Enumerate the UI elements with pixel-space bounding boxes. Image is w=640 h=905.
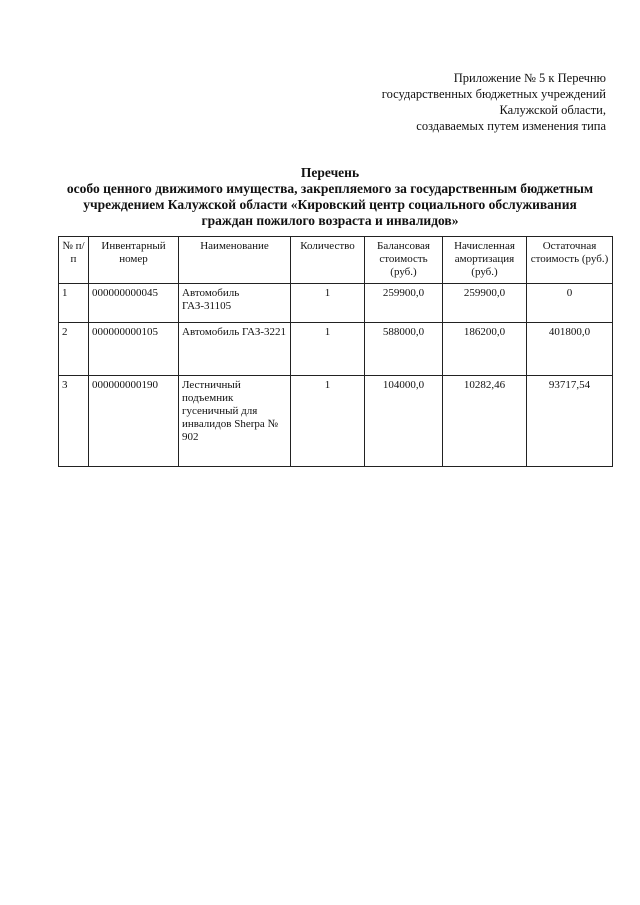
cell-quantity: 1: [291, 323, 365, 376]
cell-number: 2: [59, 323, 89, 376]
header-residual-value: Остаточная стоимость (руб.): [527, 237, 613, 284]
header-number: № п/п: [59, 237, 89, 284]
title-line: граждан пожилого возраста и инвалидов»: [201, 213, 459, 228]
cell-book-value: 588000,0: [365, 323, 443, 376]
cell-number: 1: [59, 284, 89, 323]
cell-book-value: 104000,0: [365, 376, 443, 467]
header-quantity: Количество: [291, 237, 365, 284]
table-header-row: [59, 237, 613, 284]
appendix-line: государственных бюджетных учреждений: [381, 87, 606, 101]
title-line: особо ценного движимого имущества, закрепляемого за государственным бюджетным: [66, 181, 594, 196]
table-row: [59, 376, 613, 467]
cell-name: Автомобиль ГАЗ-31105: [179, 284, 291, 323]
document-title: [40, 165, 620, 229]
header-book-value: Балансовая стоимость (руб.): [365, 237, 443, 284]
cell-number: 3: [59, 376, 89, 467]
cell-residual-value: 93717,54: [527, 376, 613, 467]
cell-residual-value: 401800,0: [527, 323, 613, 376]
appendix-reference: [286, 70, 606, 134]
header-depreciation: Начисленная амортизация (руб.): [443, 237, 527, 284]
table-row: [59, 323, 613, 376]
cell-quantity: 1: [291, 376, 365, 467]
title-line: учреждением Калужской области «Кировский центр социального обслуживания: [83, 197, 577, 212]
appendix-line: Калужской области,: [499, 103, 606, 117]
cell-name: Лестничный подъемник гусеничный для инвалидов Sherpa № 902: [179, 376, 291, 467]
cell-residual-value: 0: [527, 284, 613, 323]
cell-quantity: 1: [291, 284, 365, 323]
header-inventory-number: Инвентарный номер: [89, 237, 179, 284]
cell-inventory-number: 000000000190: [89, 376, 179, 467]
header-name: Наименование: [179, 237, 291, 284]
cell-book-value: 259900,0: [365, 284, 443, 323]
cell-inventory-number: 000000000105: [89, 323, 179, 376]
cell-name: Автомобиль ГАЗ-3221: [179, 323, 291, 376]
appendix-line: Приложение № 5 к Перечню: [453, 71, 606, 85]
assets-table: [58, 236, 613, 467]
cell-depreciation: 186200,0: [443, 323, 527, 376]
cell-depreciation: 259900,0: [443, 284, 527, 323]
cell-inventory-number: 000000000045: [89, 284, 179, 323]
cell-depreciation: 10282,46: [443, 376, 527, 467]
appendix-line: создаваемых путем изменения типа: [416, 119, 606, 133]
title-heading: Перечень: [300, 165, 360, 180]
table-row: [59, 284, 613, 323]
